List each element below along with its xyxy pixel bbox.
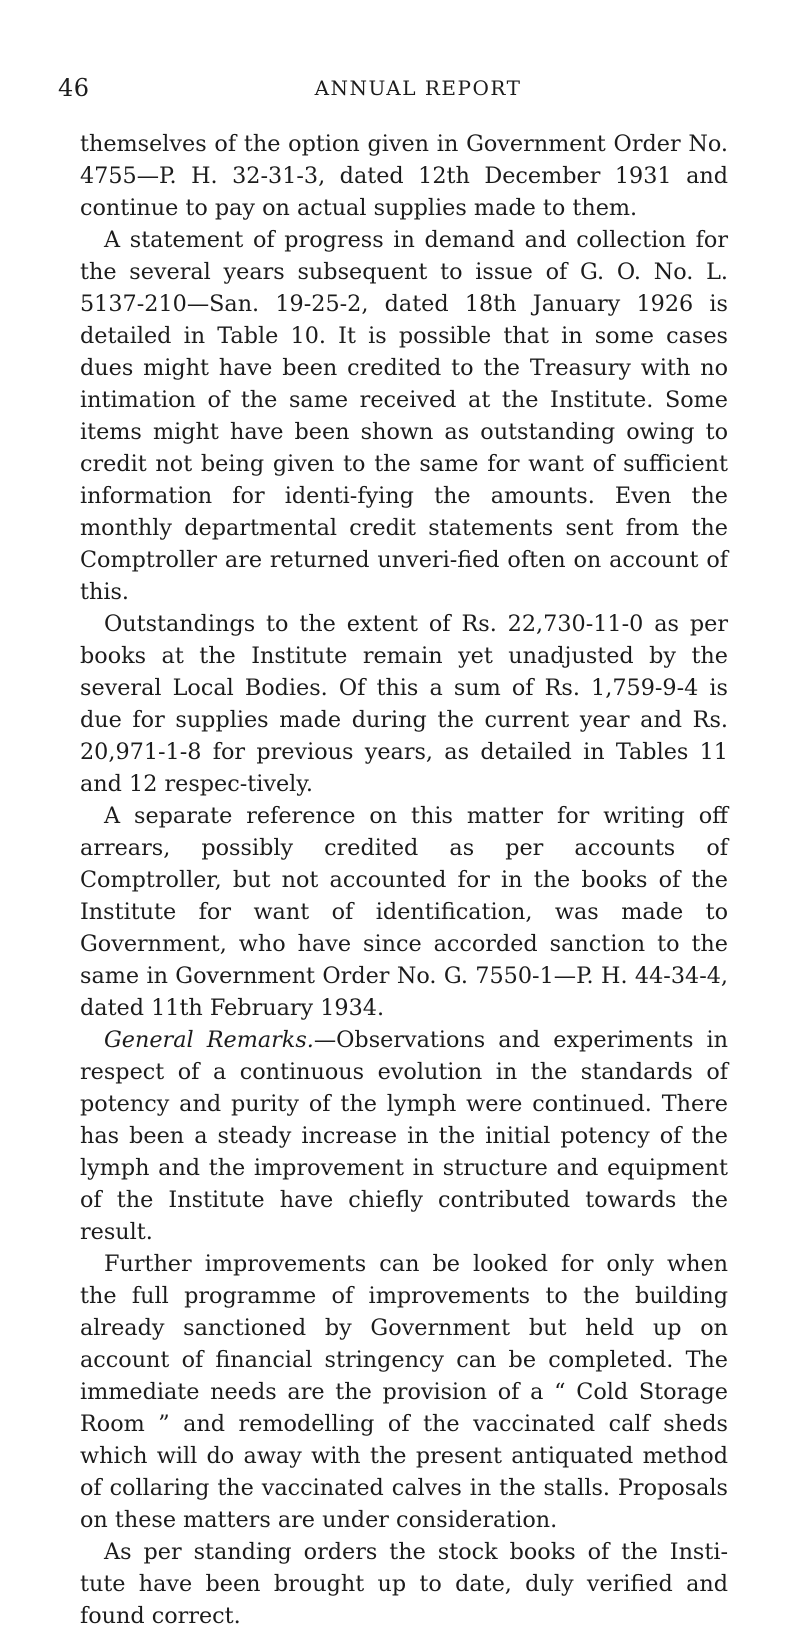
- paragraph-progress-statement: A statement of progress in demand and collection for the several years subsequent to issue of G. O. No. L. 5137-210—San. 19-25-2, dated 18th January 1926 is detailed in Table 10. It is possible that in some cases dues might have been credited to the Treasury with no intimation of the same received at the Institute. Some items might have been shown as outstanding owing to credit not being given to the same for want of sufficient information for identi-fying the amounts. Even the monthly departmental credit statements sent from the Comptroller are returned unveri-fied often on account of this.: [80, 227, 728, 605]
- paragraph-further-improvements: Further improvements can be looked for only when the full programme of improvements to the building already sanctioned by Government but held up on account of financial stringency can be completed. The immediate needs are the provision of a “ Cold Storage Room ” and remodelling of the vaccinated calf sheds which will do away with the present antiquated method of collaring the vaccinated calves in the stalls. Proposals on these matters are under consideration.: [80, 1251, 728, 1533]
- section-heading-general-remarks: General Remarks.: [104, 1027, 314, 1053]
- general-remarks-text: —Observations and experiments in respect of a continuous evolution in the standards of potency and purity of the lymph were continued. There has been a steady increase in the initial potency of the lymph and the improvement in structure and equipment of the Institute have chiefly contributed towards the result.: [80, 1027, 728, 1245]
- paragraph-continuation: themselves of the option given in Government Order No. 4755—P. H. 32-31-3, dated 12th December 1931 and continue to pay on actual supplies made to them.: [80, 131, 728, 221]
- page-number: 46: [58, 74, 90, 102]
- paragraph-writing-off-arrears: A separate reference on this matter for writing off arrears, possibly credited as per accounts of Comptroller, but not accounted for in the books of the Institute for want of identification, was made to Government, who have since accorded sanction to the same in Government Order No. G. 7550-1—P. H. 44-34-4, dated 11th February 1934.: [80, 803, 728, 1021]
- running-head: ANNUAL REPORT: [314, 76, 522, 100]
- paragraph-stock-books: As per standing orders the stock books of the Insti-tute have been brought up to date, duly verified and found correct.: [80, 1539, 728, 1629]
- page-header: [58, 66, 748, 106]
- paragraph-general-remarks: [80, 1024, 728, 1248]
- paragraph-outstandings: Outstandings to the extent of Rs. 22,730-11-0 as per books at the Institute remain yet unadjusted by the several Local Bodies. Of this a sum of Rs. 1,759-9-4 is due for supplies made during the current year and Rs. 20,971-1-8 for previous years, as detailed in Tables 11 and 12 respec-tively.: [80, 611, 728, 797]
- body-text: [80, 128, 728, 1632]
